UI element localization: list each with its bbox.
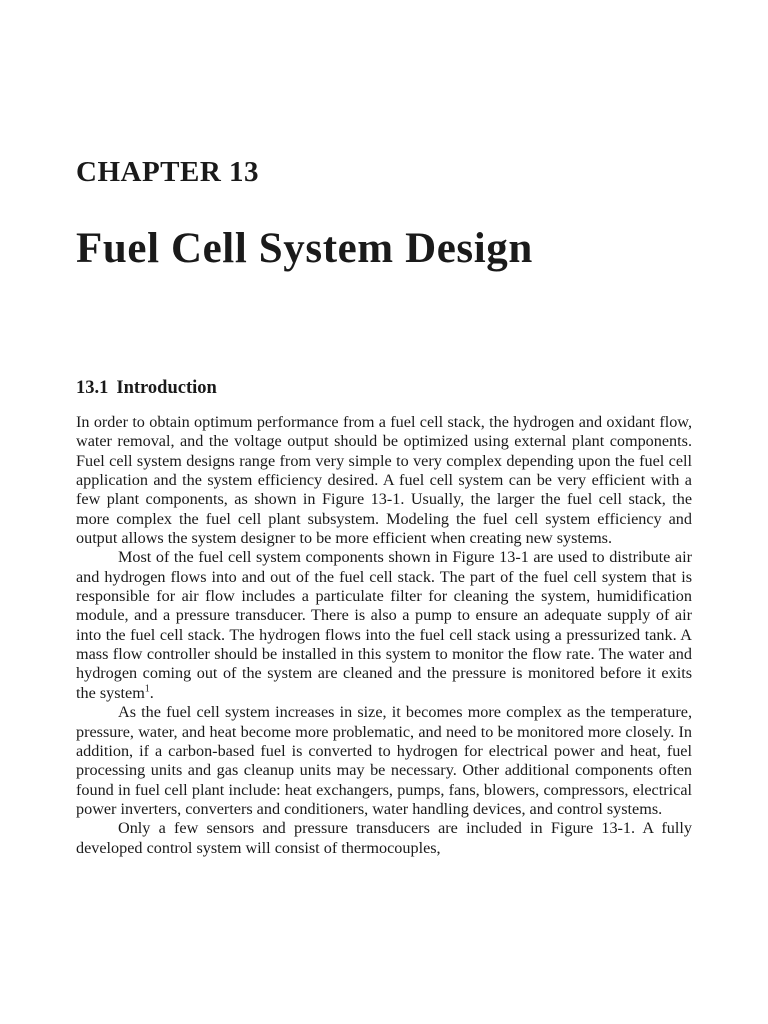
paragraph-2-end: . (149, 683, 154, 702)
section-heading (76, 379, 217, 398)
chapter-title: Fuel Cell System Design (76, 225, 533, 272)
section-title: Introduction (116, 378, 217, 398)
paragraph-2 (76, 548, 692, 703)
paragraph-3: As the fuel cell system increases in size, it becomes more complex as the temperature, pressure, water, and heat become more problematic, and need to be monitored more closely. In addition, if a carbon-based fuel is converted to hydrogen for electrical power and heat, fuel processing units and gas cleanup units may be necessary. Other additional components often found in fuel cell plant include: heat exchangers, pumps, fans, blowers, compressors, electrical power inverters, converters and conditioners, water handling devices, and control systems. (76, 703, 692, 818)
chapter-label: CHAPTER 13 (76, 156, 260, 188)
paragraph-4: Only a few sensors and pressure transducers are included in Figure 13-1. A fully developed control system will consist of thermocouples, (76, 819, 692, 857)
paragraph-2-text: Most of the fuel cell system components shown in Figure 13-1 are used to distribute air and hydrogen flows into and out of the fuel cell stack. The part of the fuel cell system that is responsible for air flow includes a particulate filter for cleaning the system, humidification module, and a pressure transducer. There is also a pump to ensure an adequate supply of air into the fuel cell stack. The hydrogen flows into the fuel cell stack using a pressurized tank. A mass flow controller should be installed in this system to monitor the flow rate. The water and hydrogen coming out of the system are cleaned and the pressure is monitored before it exits the system (76, 548, 692, 702)
section-number: 13.1 (76, 378, 109, 398)
reference-marker: 1 (144, 683, 150, 695)
paragraph-1: In order to obtain optimum performance from a fuel cell stack, the hydrogen and oxidant flow, water removal, and the voltage output should be optimized using external plant components. Fuel cell system designs range from very simple to very complex depending upon the fuel cell application and the system efficiency desired. A fuel cell system can be very efficient with a few plant components, as shown in Figure 13-1. Usually, the larger the fuel cell stack, the more complex the fuel cell plant subsystem. Modeling the fuel cell system efficiency and output allows the system designer to be more efficient when creating new systems. (76, 413, 692, 548)
body-text (76, 413, 692, 858)
